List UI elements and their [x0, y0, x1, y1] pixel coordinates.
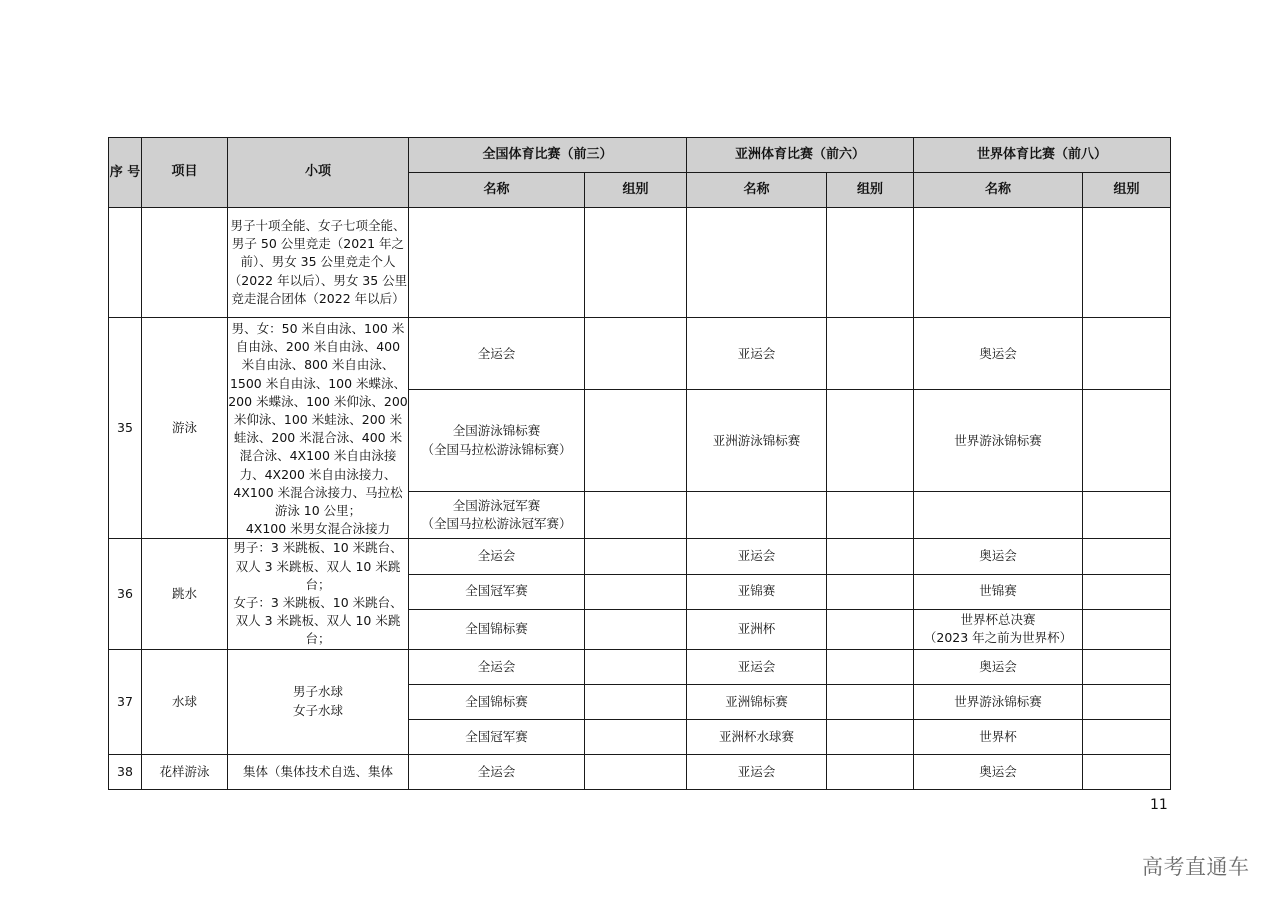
- asian-name-cell: 亚洲杯水球赛: [687, 719, 827, 754]
- world-name-cell: 奥运会: [914, 539, 1083, 574]
- competition-table: [108, 137, 1171, 790]
- world-name-cell: 奥运会: [914, 754, 1083, 789]
- header-world-group: 组别: [1083, 173, 1171, 208]
- header-asian-name: 名称: [687, 173, 827, 208]
- national-name-cell: 全国游泳锦标赛 （全国马拉松游泳锦标赛）: [409, 390, 585, 492]
- national-name-cell: 全国锦标赛: [409, 609, 585, 649]
- national-name-cell: 全运会: [409, 318, 585, 390]
- asian-name-cell: 亚锦赛: [687, 574, 827, 609]
- page-number: 11: [1150, 797, 1168, 813]
- world-name-cell: 世锦赛: [914, 574, 1083, 609]
- sub-event-cell: 男子水球 女子水球: [228, 649, 409, 754]
- header-national: 全国体育比赛（前三）: [409, 138, 687, 173]
- national-name-cell: 全运会: [409, 649, 585, 684]
- asian-name-cell: [687, 492, 827, 539]
- sub-event-cell: 男子：3 米跳板、10 米跳台、双人 3 米跳板、双人 10 米跳台； 女子：3 米跳板、10 米跳台、双人 3 米跳板、双人 10 米跳台；: [228, 539, 409, 649]
- world-name-cell: 世界杯总决赛 （2023 年之前为世界杯）: [914, 609, 1083, 649]
- table-row: [109, 649, 1171, 684]
- asian-name-cell: 亚洲锦标赛: [687, 684, 827, 719]
- table-row: [109, 208, 1171, 318]
- table-row: [109, 754, 1171, 789]
- header-national-name: 名称: [409, 173, 585, 208]
- table-row: [109, 318, 1171, 390]
- national-name-cell: 全运会: [409, 539, 585, 574]
- asian-name-cell: 亚运会: [687, 539, 827, 574]
- world-name-cell: 世界杯: [914, 719, 1083, 754]
- world-name-cell: 世界游泳锦标赛: [914, 684, 1083, 719]
- header-national-group: 组别: [585, 173, 687, 208]
- sub-event-cell: 男子十项全能、女子七项全能、男子 50 公里竞走（2021 年之前）、男女 35 公里竞走个人（2022 年以后）、男女 35 公里竞走混合团体（2022 年以后）: [228, 208, 409, 318]
- watermark-logo-text: 高考直通车: [1142, 855, 1250, 879]
- event-cell: [142, 208, 228, 318]
- header-world: 世界体育比赛（前八）: [914, 138, 1171, 173]
- seq-cell: [109, 208, 142, 318]
- header-event: 项目: [142, 138, 228, 208]
- national-name-cell: 全国游泳冠军赛 （全国马拉松游泳冠军赛）: [409, 492, 585, 539]
- asian-name-cell: 亚运会: [687, 318, 827, 390]
- asian-name-cell: 亚运会: [687, 754, 827, 789]
- national-name-cell: 全国冠军赛: [409, 719, 585, 754]
- world-name-cell: 世界游泳锦标赛: [914, 390, 1083, 492]
- header-seq: 序 号: [109, 138, 142, 208]
- seq-cell: 37: [109, 649, 142, 754]
- event-cell: 游泳: [142, 318, 228, 539]
- seq-cell: 35: [109, 318, 142, 539]
- sub-event-cell: 男、女：50 米自由泳、100 米自由泳、200 米自由泳、400 米自由泳、800 米自由泳、1500 米自由泳、100 米蝶泳、200 米蝶泳、100 米仰泳、200 米仰泳、100 米蛙泳、200 米蛙泳、200 米混合泳、400 米混合泳、4X100 米自由泳接力、4X200 米自由泳接力、4X100 米混合泳接力、马拉松游泳 10 公里； 4X100 米男女混合泳接力: [228, 318, 409, 539]
- world-name-cell: [914, 492, 1083, 539]
- world-name-cell: 奥运会: [914, 318, 1083, 390]
- asian-name-cell: 亚洲游泳锦标赛: [687, 390, 827, 492]
- sub-event-cell: 集体（集体技术自选、集体: [228, 754, 409, 789]
- header-sub-event: 小项: [228, 138, 409, 208]
- asian-name-cell: 亚洲杯: [687, 609, 827, 649]
- seq-cell: 38: [109, 754, 142, 789]
- table-row: [109, 539, 1171, 574]
- national-name-cell: 全运会: [409, 754, 585, 789]
- header-asian: 亚洲体育比赛（前六）: [687, 138, 914, 173]
- event-cell: 花样游泳: [142, 754, 228, 789]
- seq-cell: 36: [109, 539, 142, 649]
- asian-name-cell: 亚运会: [687, 649, 827, 684]
- national-name-cell: 全国锦标赛: [409, 684, 585, 719]
- event-cell: 水球: [142, 649, 228, 754]
- national-name-cell: 全国冠军赛: [409, 574, 585, 609]
- header-world-name: 名称: [914, 173, 1083, 208]
- header-asian-group: 组别: [827, 173, 914, 208]
- event-cell: 跳水: [142, 539, 228, 649]
- world-name-cell: 奥运会: [914, 649, 1083, 684]
